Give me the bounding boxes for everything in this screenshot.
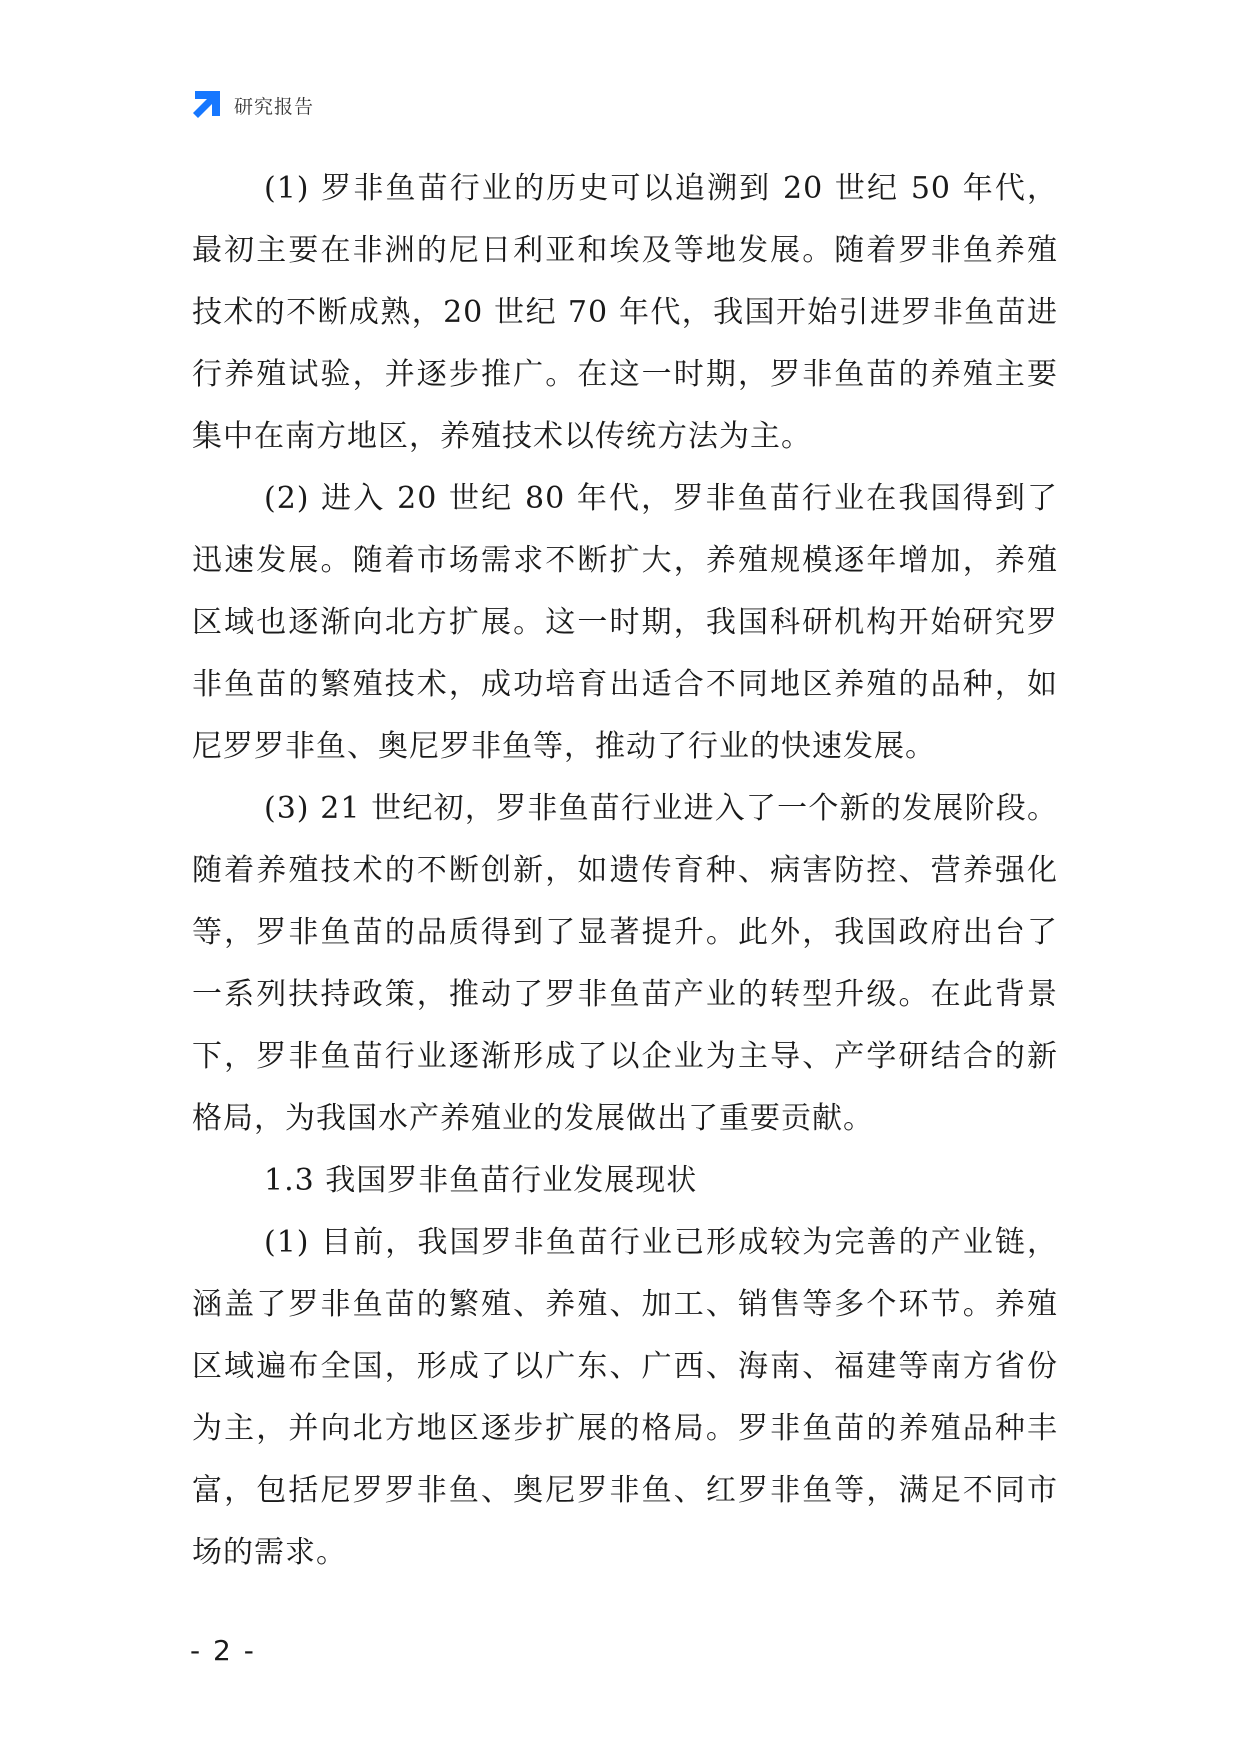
document-body (192, 158, 1058, 1584)
page-number: - 2 - (190, 1634, 256, 1667)
paragraph-status-1: (1) 目前，我国罗非鱼苗行业已形成较为完善的产业链，涵盖了罗非鱼苗的繁殖、养殖、加工、销售等多个环节。养殖区域遍布全国，形成了以广东、广西、海南、福建等南方省份为主，并向北方地区逐步扩展的格局。罗非鱼苗的养殖品种丰富，包括尼罗罗非鱼、奥尼罗非鱼、红罗非鱼等，满足不同市场的需求。 (192, 1225, 1058, 1570)
report-header (190, 88, 314, 122)
paragraph-history-3: (3) 21 世纪初，罗非鱼苗行业进入了一个新的发展阶段。随着养殖技术的不断创新，如遗传育种、病害防控、营养强化等，罗非鱼苗的品质得到了显著提升。此外，我国政府出台了一系列扶持政策，推动了罗非鱼苗产业的转型升级。在此背景下，罗非鱼苗行业逐渐形成了以企业为主导、产学研结合的新格局，为我国水产养殖业的发展做出了重要贡献。 (192, 791, 1058, 1136)
section-heading: 1.3 我国罗非鱼苗行业发展现状 (264, 1163, 698, 1198)
header-title: 研究报告 (234, 95, 315, 118)
paragraph-history-2: (2) 进入 20 世纪 80 年代，罗非鱼苗行业在我国得到了迅速发展。随着市场需求不断扩大，养殖规模逐年增加，养殖区域也逐渐向北方扩展。这一时期，我国科研机构开始研究罗非鱼苗的繁殖技术，成功培育出适合不同地区养殖的品种，如尼罗罗非鱼、奥尼罗非鱼等，推动了行业的快速发展。 (192, 481, 1058, 764)
paragraph-history-1: (1) 罗非鱼苗行业的历史可以追溯到 20 世纪 50 年代，最初主要在非洲的尼日利亚和埃及等地发展。随着罗非鱼养殖技术的不断成熟，20 世纪 70 年代，我国开始引进罗非鱼苗进行养殖试验，并逐步推广。在这一时期，罗非鱼苗的养殖主要集中在南方地区，养殖技术以传统方法为主。 (192, 171, 1058, 454)
arrow-up-right-icon (190, 89, 222, 121)
